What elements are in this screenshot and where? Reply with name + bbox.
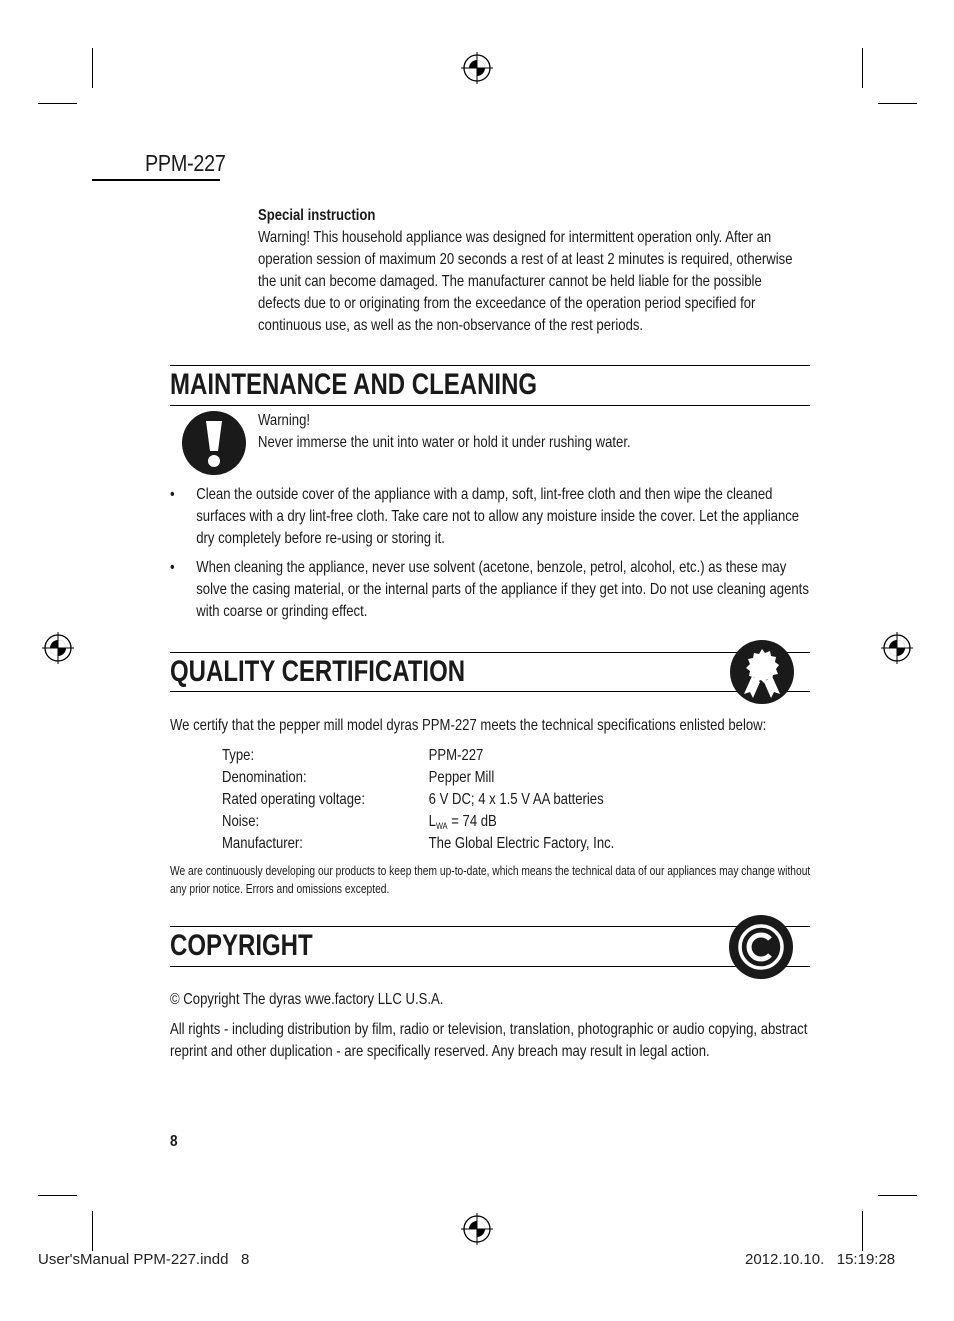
bullet-symbol: • xyxy=(170,559,175,576)
slug-datetime: 2012.10.10. 15:19:28 xyxy=(745,1251,896,1268)
special-instruction xyxy=(258,205,807,337)
warning-text: Never immerse the unit into water or hold it under rushing water. xyxy=(258,434,631,451)
page-number: 8 xyxy=(170,1133,178,1150)
maintenance-heading: MAINTENANCE AND CLEANING xyxy=(170,368,538,401)
copyright-heading: COPYRIGHT xyxy=(170,929,313,962)
list-item-text: When cleaning the appliance, never use solvent (acetone, benzole, petrol, alcohol, etc.) as these may solve the casing material, or the internal parts of the appliance if they get into. Do not use cleaning agents with coarse or grinding effect. xyxy=(196,559,809,620)
rights-text: All rights - including distribution by film, radio or television, translation, photographic or audio copying, abstract reprint and other duplication - are specifically reserved. Any breach may result in legal action. xyxy=(170,1021,808,1060)
crop-mark xyxy=(38,1195,77,1196)
spec-value: 6 V DC; 4 x 1.5 V AA batteries xyxy=(428,791,604,808)
technical-notice: We are continuously developing our products to keep them up-to-date, which means the technical data of our appliances may change without any prior notice. Errors and omissions excepted. xyxy=(170,864,811,896)
table-row xyxy=(222,745,730,767)
spec-value: The Global Electric Factory, Inc. xyxy=(428,835,615,852)
spec-table xyxy=(222,745,730,855)
slug-filename: User'sManual PPM-227.indd 8 xyxy=(38,1251,250,1268)
table-row xyxy=(222,833,730,855)
copyright-symbol-icon xyxy=(729,915,793,979)
maintenance-warning xyxy=(258,410,750,454)
crop-mark xyxy=(862,48,863,88)
section-rule xyxy=(170,652,810,653)
model-header: PPM-227 xyxy=(145,150,226,176)
copyright-line: © Copyright The dyras wwe.factory LLC U.S.A. xyxy=(170,991,444,1008)
quality-heading: QUALITY CERTIFICATION xyxy=(170,655,466,688)
noise-symbol: L xyxy=(428,813,436,830)
maintenance-list xyxy=(170,484,810,630)
section-rule xyxy=(170,926,810,927)
noise-value xyxy=(429,811,731,833)
spec-label: Denomination: xyxy=(222,769,307,786)
spec-label: Rated operating voltage: xyxy=(222,791,365,808)
section-rule xyxy=(170,405,810,406)
crop-mark xyxy=(878,1195,917,1196)
crop-mark xyxy=(92,1211,93,1251)
table-row xyxy=(222,811,730,833)
warning-title: Warning! xyxy=(258,412,311,429)
list-item-text: Clean the outside cover of the appliance with a damp, soft, lint-free cloth and then wipe the cleaned surfaces with a dry lint-free cloth. Take care not to allow any moisture inside the cover. Let the appliance dry completely before re-using or storing it. xyxy=(196,486,800,547)
spec-label: Noise: xyxy=(222,813,260,830)
crop-mark xyxy=(878,103,917,104)
table-row xyxy=(222,789,730,811)
bullet-symbol: • xyxy=(170,486,175,503)
special-instruction-text: Warning! This household appliance was designed for intermittent operation only. After an operation session of maximum 20 seconds a rest of at least 2 minutes is required, otherwise the unit can become damaged. The manufacturer cannot be held liable for the possible defects due to or originating from the exceedance of the operation period specified for continuous use, as well as the non-observance of the rest periods. xyxy=(258,229,793,334)
warning-exclamation-icon xyxy=(182,411,246,475)
registration-mark-icon xyxy=(461,52,493,84)
section-rule xyxy=(170,365,810,366)
list-item xyxy=(170,484,810,550)
spec-label: Type: xyxy=(222,747,255,764)
crop-mark xyxy=(92,48,93,88)
spec-value: Pepper Mill xyxy=(428,769,495,786)
special-instruction-title: Special instruction xyxy=(258,207,376,224)
registration-mark-icon xyxy=(461,1213,493,1245)
list-item xyxy=(170,557,810,623)
table-row xyxy=(222,767,730,789)
crop-mark xyxy=(862,1211,863,1251)
spec-label: Manufacturer: xyxy=(222,835,303,852)
spec-value: PPM-227 xyxy=(428,747,484,764)
noise-subscript: WA xyxy=(435,821,448,831)
registration-mark-icon xyxy=(42,632,74,664)
header-rule xyxy=(92,179,220,181)
certificate-rosette-icon xyxy=(730,640,794,704)
noise-level: = 74 dB xyxy=(447,813,497,830)
crop-mark xyxy=(38,103,77,104)
section-rule xyxy=(170,691,810,692)
section-rule xyxy=(170,966,810,967)
certification-intro: We certify that the pepper mill model dyras PPM-227 meets the technical specifications enlisted below: xyxy=(170,717,767,734)
registration-mark-icon xyxy=(881,632,913,664)
